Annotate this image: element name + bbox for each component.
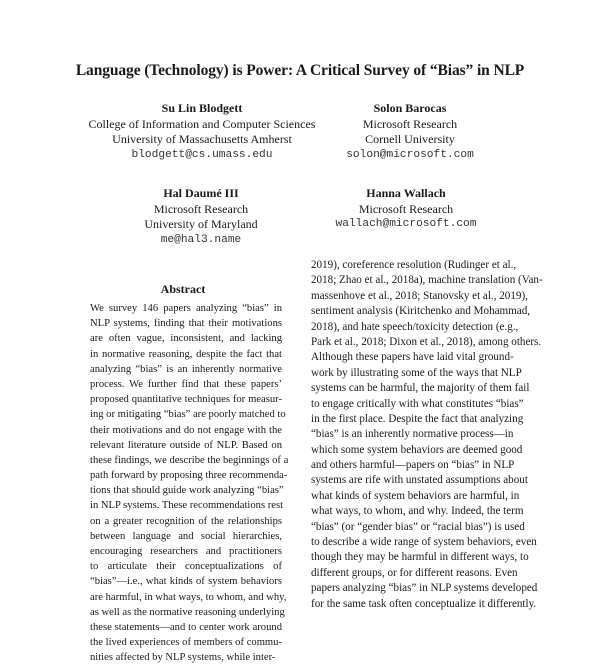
- text-line: encouraging researchers and practitioners: [90, 546, 282, 557]
- author-name: Hal Daumé III: [163, 186, 239, 200]
- text-line: on a greater recognition of the relationships: [90, 515, 282, 527]
- text-line: to describe a wide range of system behaviors, even: [311, 536, 537, 549]
- author-name: Hanna Wallach: [366, 186, 446, 200]
- text-line: process. We further find that these papers’: [90, 378, 282, 390]
- text-line: these findings, we describe the beginnings of a: [90, 454, 289, 466]
- text-line: “bias” (or “gender bias” or “racial bias”) is used: [311, 520, 525, 533]
- author-affiliation: University of Maryland: [144, 217, 258, 231]
- author-affiliation: Microsoft Research: [358, 201, 454, 216]
- text-line: to articulate their conceptualizations of: [90, 561, 282, 573]
- text-line: are harmful, in what ways, to whom, and why,: [90, 591, 287, 603]
- text-line: for the same task often conceptualize it differently.: [311, 597, 537, 610]
- text-line: in NLP systems. These recommendations rest: [90, 500, 284, 512]
- text-line: analyzing “bias” is an inherently normative: [90, 363, 282, 375]
- author-affiliation: Microsoft Research: [153, 201, 249, 216]
- text-line: and others harmful—papers on “bias” in NLP: [311, 459, 515, 472]
- text-line: papers analyzing “bias” in NLP systems developed: [311, 582, 538, 595]
- author-block-3: [106, 186, 296, 248]
- author-affiliation: Cornell University: [365, 132, 455, 146]
- author-email[interactable]: wallach@microsoft.com: [335, 218, 477, 230]
- abstract-body: [90, 301, 289, 666]
- author-name: Su Lin Blodgett: [161, 101, 243, 115]
- text-line: 2018), and hate speech/toxicity detection (e.g.,: [311, 320, 519, 333]
- author-block-4: [318, 186, 494, 233]
- text-line: NLP systems, finding that their motivations: [90, 318, 282, 330]
- author-affiliation: Microsoft Research: [362, 116, 458, 131]
- author-email[interactable]: blodgett@cs.umass.edu: [131, 148, 273, 161]
- text-line: “bias”—i.e., what kinds of system behaviors: [90, 576, 282, 588]
- author-affiliation: College of Information and Computer Sciences: [88, 116, 316, 131]
- text-line: relevant literature outside of NLP. Based on: [90, 439, 282, 451]
- text-line: “bias” is an inherently normative process—in: [311, 428, 514, 441]
- text-line: to engage critically with what constitutes “bias”: [311, 397, 524, 410]
- text-line: massenhove et al., 2018; Stanovsky et al., 2019),: [311, 289, 528, 302]
- text-line: the lived experiences of members of commu-: [90, 637, 282, 649]
- author-email[interactable]: solon@microsoft.com: [346, 148, 474, 161]
- author-affiliation: University of Massachusetts Amherst: [112, 132, 292, 146]
- text-line: as well as the normative reasoning underlying: [90, 606, 285, 618]
- paper-title: Language (Technology) is Power: A Critical Survey of “Bias” in NLP: [75, 62, 525, 79]
- text-line: path forward by proposing three recommenda-: [90, 470, 288, 482]
- text-line: work by illustrating some of the ways that NLP: [311, 366, 522, 379]
- text-line: 2018; Zhao et al., 2018a), machine translation (Van-: [311, 274, 543, 287]
- text-line: ing or mitigating “bias” are poorly matched to: [90, 409, 286, 421]
- text-line: their motivations and do not engage with the: [90, 424, 282, 436]
- text-line: We survey 146 papers analyzing “bias” in: [90, 303, 282, 314]
- author-block-2: [320, 101, 500, 163]
- text-line: though they may be harmful in different ways, to: [311, 551, 529, 564]
- text-line: different groups, or for different reasons. Even: [311, 566, 518, 579]
- text-line: sentiment analysis (Kiritchenko and Mohammad,: [311, 305, 531, 318]
- text-line: what kinds of system behaviors are harmful, in: [311, 489, 520, 502]
- text-line: systems are rife with unstated assumptions about: [311, 474, 528, 487]
- text-line: between language and social hierarchies,: [90, 530, 282, 542]
- author-email[interactable]: me@hal3.name: [160, 233, 242, 246]
- text-line: tions that should guide work analyzing “bias”: [90, 485, 284, 497]
- text-line: in the first place. Despite the fact that analyzing: [311, 412, 524, 425]
- text-line: proposed quantitative techniques for measur-: [90, 394, 282, 406]
- abstract-heading: Abstract: [160, 282, 206, 296]
- text-line: nities affected by NLP systems, while inter-: [90, 652, 276, 664]
- text-line: Park et al., 2018; Dixon et al., 2018), among others.: [311, 335, 542, 348]
- intro-body: [311, 258, 543, 612]
- text-line: systems can be harmful, the majority of them fail: [311, 382, 530, 395]
- text-line: these statements—and to center work around: [90, 621, 282, 633]
- author-block-1: [86, 101, 318, 163]
- author-name: Solon Barocas: [373, 101, 447, 115]
- text-line: in normative reasoning, despite the fact that: [90, 348, 282, 360]
- text-line: which some system behaviors are deemed good: [311, 443, 523, 456]
- text-line: 2019), coreference resolution (Rudinger et al.,: [311, 259, 517, 271]
- text-line: Although these papers have laid vital ground-: [311, 351, 514, 364]
- text-line: are often vague, inconsistent, and lacking: [90, 333, 282, 345]
- text-line: what ways, to whom, and why. Indeed, the term: [311, 505, 524, 518]
